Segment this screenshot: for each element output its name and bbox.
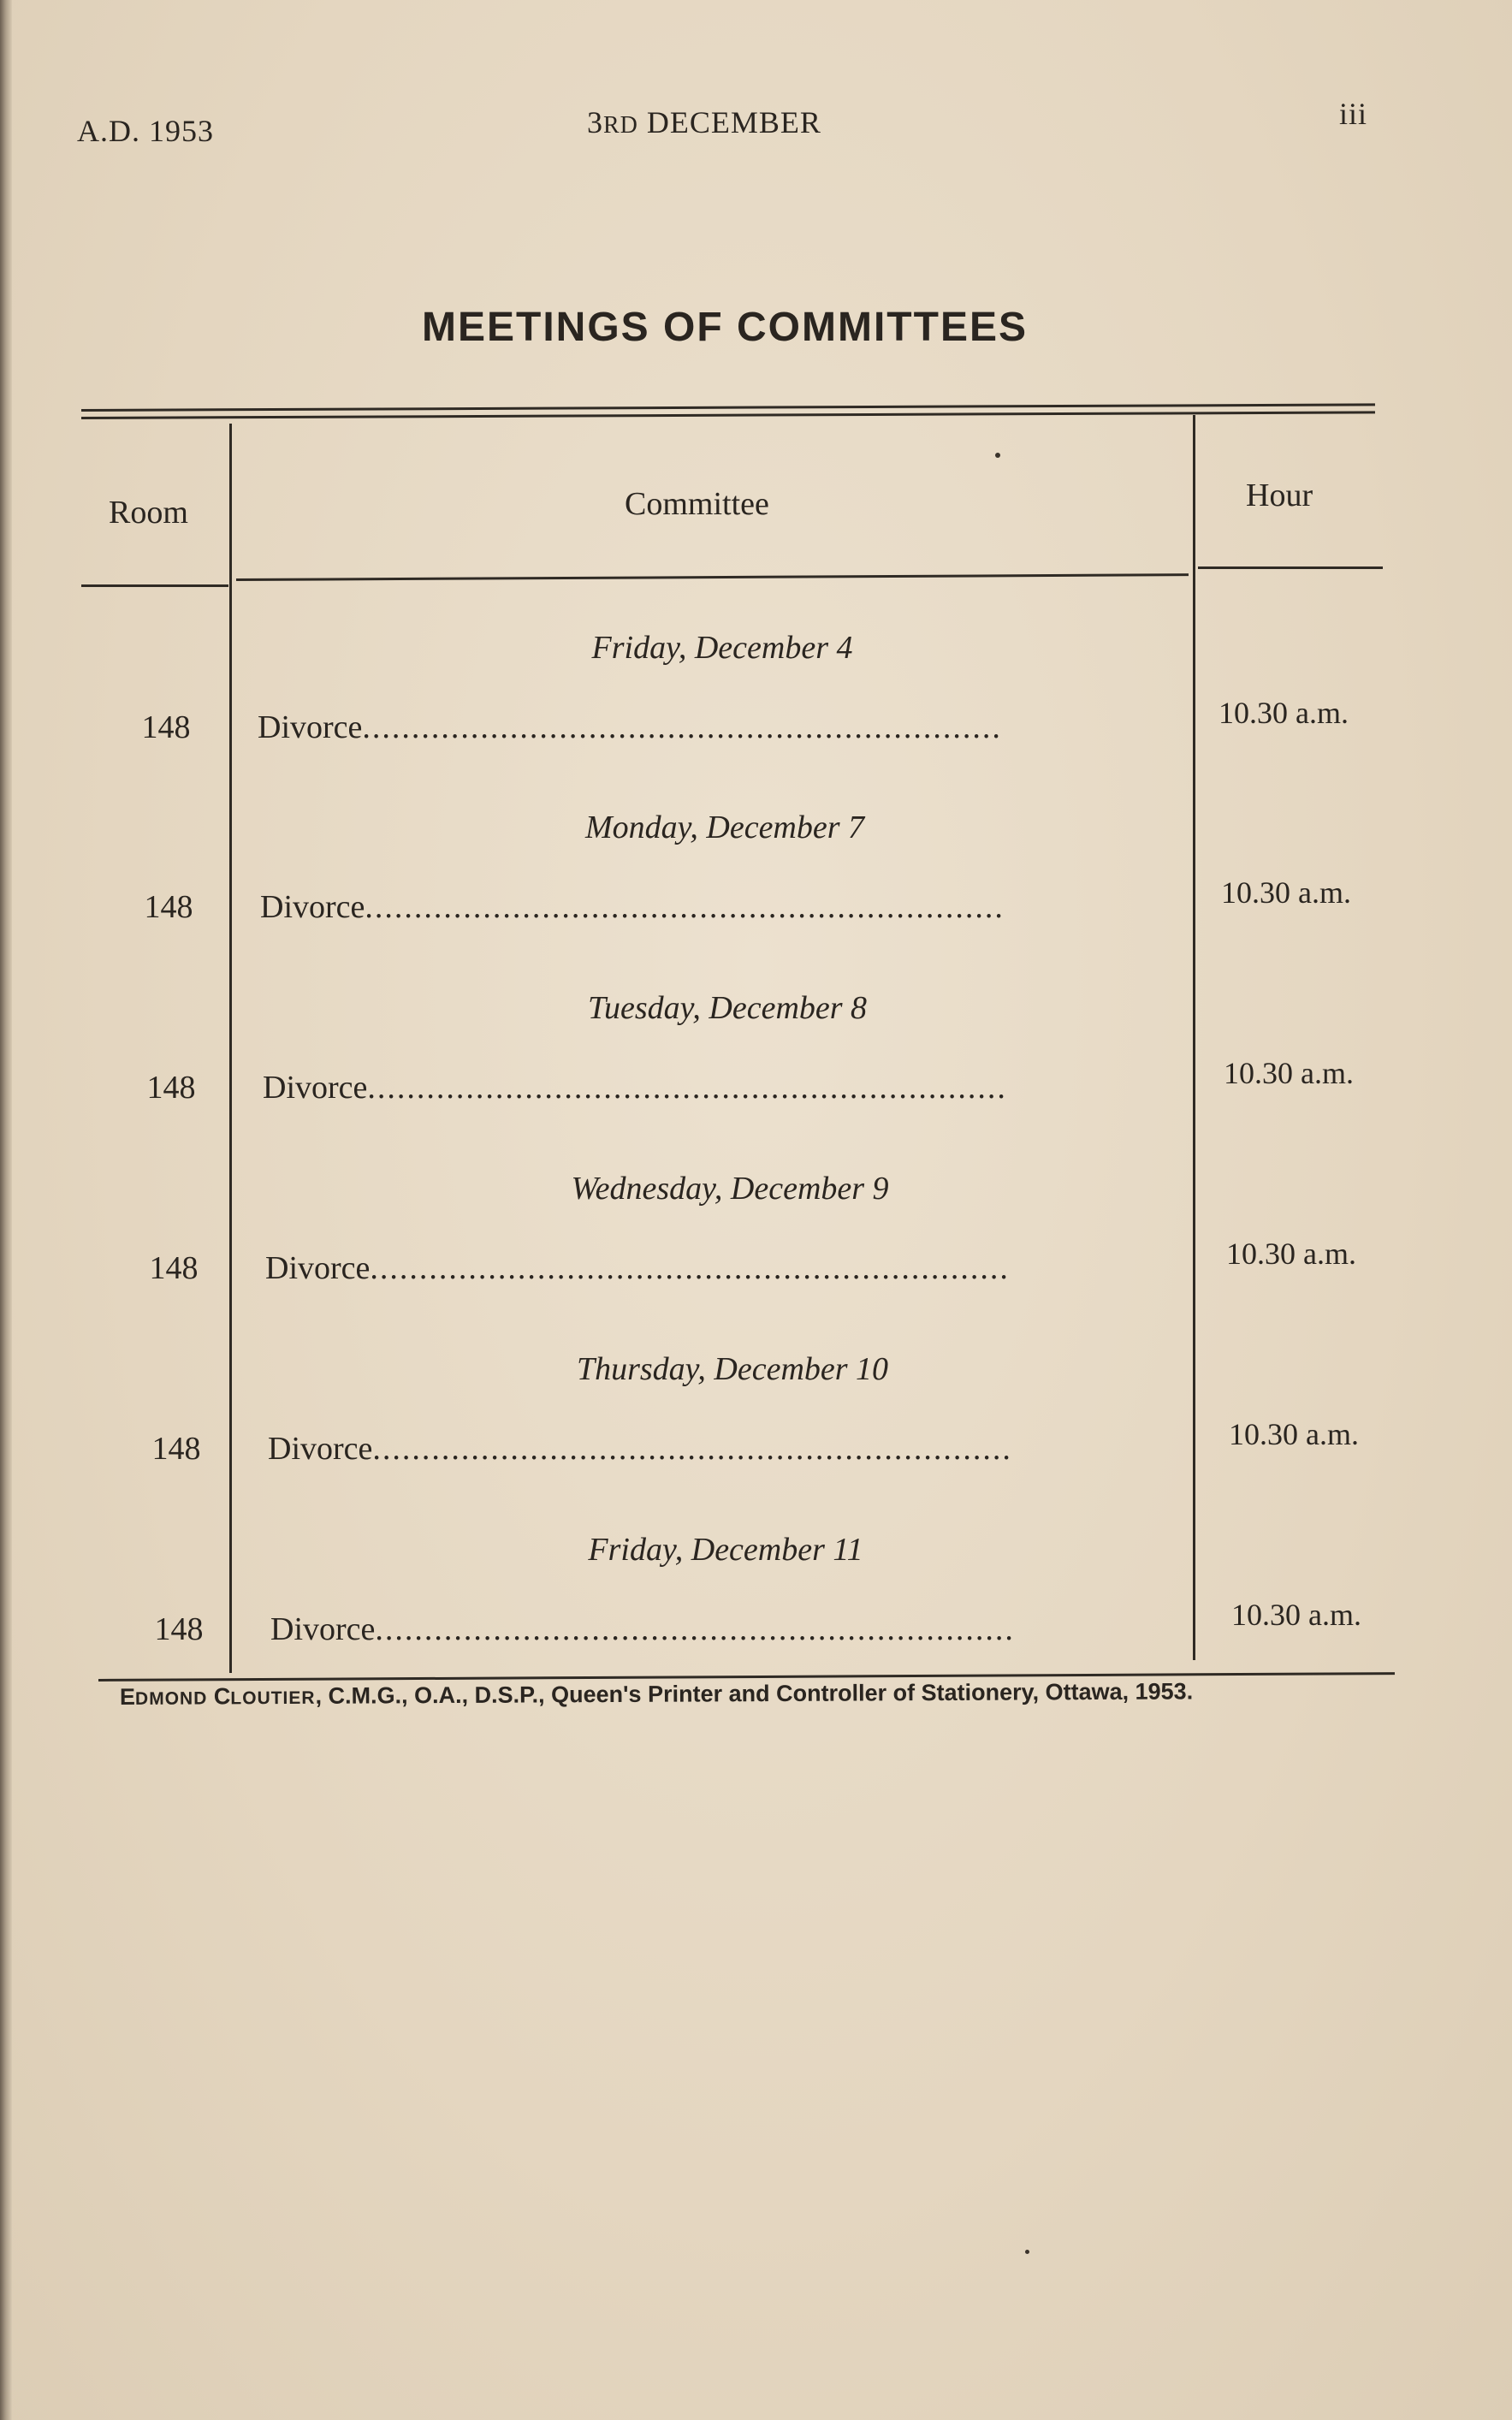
committee-cell xyxy=(260,888,1193,926)
running-head-date-month: DECEMBER xyxy=(646,105,821,139)
day-heading: Monday, December 7 xyxy=(584,810,865,845)
committee-cell xyxy=(270,1610,1203,1648)
committee-cell xyxy=(268,1430,1201,1468)
room-cell: 148 xyxy=(149,1250,199,1286)
room-cell: 148 xyxy=(144,889,193,925)
committee-name: Divorce xyxy=(268,1431,373,1467)
imprint-first-initial: E xyxy=(119,1683,136,1710)
committee-cell xyxy=(265,1249,1198,1287)
committee-name: Divorce xyxy=(265,1250,371,1286)
page-number: iii xyxy=(1339,97,1368,131)
leader-dots: ................................................................. xyxy=(367,1070,1007,1106)
day-heading: Wednesday, December 9 xyxy=(571,1171,889,1207)
room-cell: 148 xyxy=(151,1431,201,1467)
paper-speck xyxy=(1025,2250,1029,2254)
column-header-hour: Hour xyxy=(1246,477,1313,513)
committee-name: Divorce xyxy=(260,889,365,925)
leader-dots: ................................................................. xyxy=(370,1250,1010,1286)
hour-cell: 10.30 a.m. xyxy=(1218,696,1349,730)
hour-cell: 10.30 a.m. xyxy=(1231,1598,1361,1632)
committee-name: Divorce xyxy=(270,1611,376,1647)
printer-imprint xyxy=(120,1678,1193,1711)
hour-cell: 10.30 a.m. xyxy=(1221,875,1351,910)
committee-cell xyxy=(258,709,1190,746)
page-title: MEETINGS OF COMMITTEES xyxy=(421,305,1028,350)
day-heading: Thursday, December 10 xyxy=(576,1351,889,1387)
leader-dots: ................................................................. xyxy=(372,1431,1012,1467)
imprint-rest: , C.M.G., O.A., D.S.P., Queen's Printer and Controller of Stationery, Ottawa, 1953. xyxy=(315,1678,1194,1709)
day-heading: Friday, December 11 xyxy=(588,1532,863,1568)
committee-name: Divorce xyxy=(263,1070,368,1106)
day-heading: Tuesday, December 8 xyxy=(587,990,868,1026)
imprint-last-initial: C xyxy=(213,1683,231,1710)
leader-dots: ................................................................. xyxy=(375,1611,1015,1647)
column-header-committee: Committee xyxy=(625,486,769,522)
committee-name: Divorce xyxy=(258,709,363,745)
imprint-last-rest: LOUTIER xyxy=(230,1687,316,1709)
leader-dots: ................................................................. xyxy=(365,889,1005,925)
room-cell: 148 xyxy=(154,1611,204,1647)
running-head-date-suffix: RD xyxy=(603,112,638,139)
imprint-first-rest: DMOND xyxy=(134,1688,208,1709)
committee-cell xyxy=(263,1069,1195,1106)
running-head-year: A.D. 1953 xyxy=(77,114,214,148)
room-cell: 148 xyxy=(146,1070,196,1106)
hour-cell: 10.30 a.m. xyxy=(1224,1056,1354,1090)
column-header-room: Room xyxy=(109,495,188,531)
hour-cell: 10.30 a.m. xyxy=(1229,1417,1359,1451)
running-head-date-ordinal: 3 xyxy=(587,105,603,139)
paper-speck xyxy=(995,453,1000,458)
day-heading: Friday, December 4 xyxy=(591,630,853,666)
room-cell: 148 xyxy=(141,709,191,745)
hour-cell: 10.30 a.m. xyxy=(1226,1237,1356,1271)
leader-dots: ................................................................. xyxy=(362,709,1002,745)
